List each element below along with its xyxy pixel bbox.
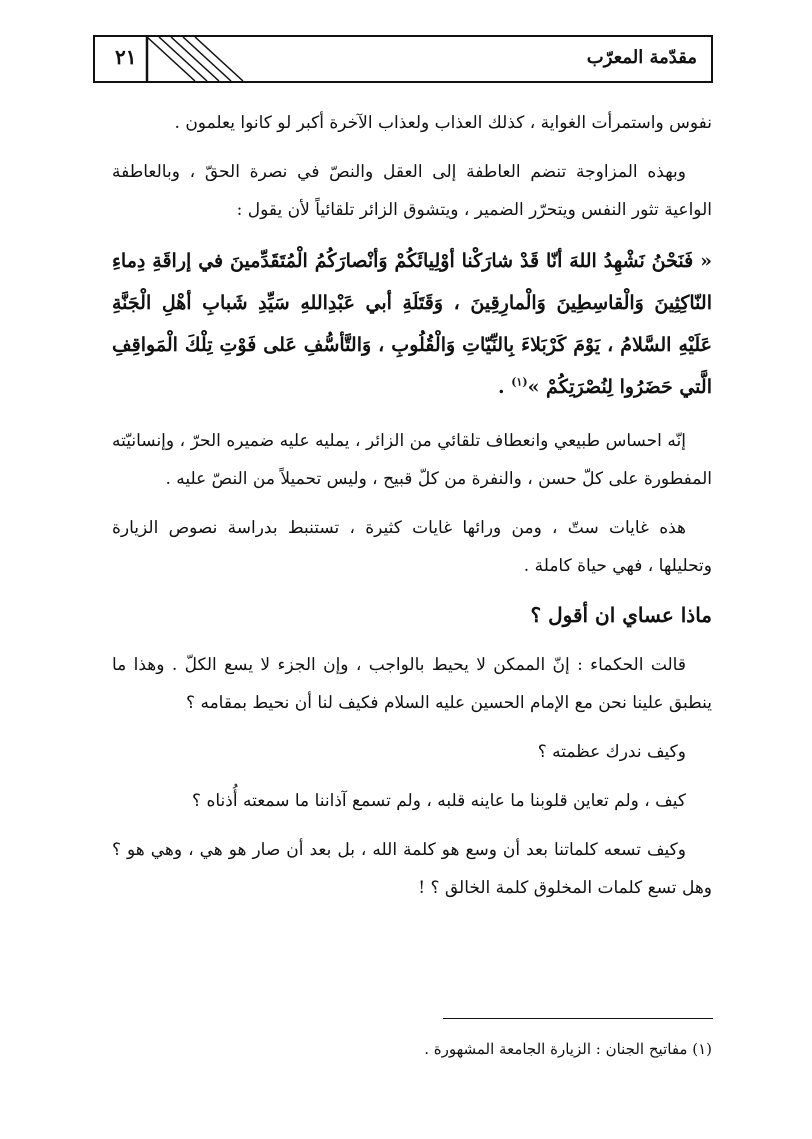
quote-end: . xyxy=(497,376,512,398)
page-body xyxy=(112,104,712,918)
paragraph-6: وكيف ندرك عظمته ؟ xyxy=(537,742,686,762)
section-heading: ماذا عساي ان أقول ؟ xyxy=(530,603,712,627)
footnote-divider xyxy=(443,1018,713,1019)
ziyara-quote xyxy=(112,240,712,408)
footnote-marker: (١) xyxy=(511,375,528,389)
page-number: ٢١ xyxy=(115,45,137,69)
paragraph-2: وبهذه المزاوجة تنضم العاطفة إلى العقل والنصّ في نصرة الحقّ ، وبالعاطفة الواعية تثور النفس ويتحرّر الضمير ، ويتشوق الزائر تلقائياً لأن يقول : xyxy=(112,162,712,220)
paragraph-7: كيف ، ولم تعاين قلوبنا ما عاينه قلبه ، ولم تسمع آذاننا ما سمعته أُذناه ؟ xyxy=(192,791,686,811)
paragraph-1: نفوس واستمرأت الغواية ، كذلك العذاب ولعذاب الآخرة أكبر لو كانوا يعلمون . xyxy=(174,113,712,133)
footnote: (١) مفاتيح الجنان : الزيارة الجامعة المشهورة . xyxy=(424,1040,712,1058)
paragraph-8: وكيف تسعه كلماتنا بعد أن وسع هو كلمة الله ، بل بعد أن صار هو هي ، وهي هو ؟ وهل تسع كلمات المخلوق كلمة الخالق ؟ ! xyxy=(112,840,712,898)
paragraph-4: هذه غايات ستّ ، ومن ورائها غايات كثيرة ، تستنبط بدراسة نصوص الزيارة وتحليلها ، فهي حياة كاملة . xyxy=(112,518,712,576)
running-title: مقدّمة المعرّب xyxy=(586,47,697,68)
page-header xyxy=(93,35,713,83)
paragraph-3: إنّه احساس طبيعي وانعطاف تلقائي من الزائر ، يمليه عليه ضميره الحرّ ، وإنسانيّته المفطورة على كلّ حسن ، والنفرة من كلّ قبيح ، وليس تحميلاً من النصّ عليه . xyxy=(112,431,712,489)
paragraph-5: قالت الحكماء : إنّ الممكن لا يحيط بالواجب ، وإن الجزء لا يسع الكلّ . وهذا ما ينطبق علينا نحن مع الإمام الحسين عليه السلام فكيف لنا أن نحيط بمقامه ؟ xyxy=(112,655,712,713)
quote-text: « فَنَحْنُ نَشْهِدُ اللهَ أنّا قَدْ شارَكْنا أوْلِيائَكُمْ وَأنْصارَكُمُ الْمُتَقَدِّمينَ في إراقَةِ دِماءِ النّاكِثِينَ وَالْقاسِطِينَ وَالْمارِقِينَ ، وَقَتَلَةِ أبي عَبْدِاللهِ سَيِّدِ شَبابِ أهْلِ الْجَنَّةِ عَلَيْهِ السَّلامُ ، يَوْمَ كَرْبَلاءَ بِالنِّيّاتِ وَالْقُلُوبِ ، وَالتَّأسُّفِ عَلى فَوْتِ تِلْكَ الْمَواقِفِ الَّتي حَضَرُوا لِنُصْرَتِكُمْ » xyxy=(112,250,712,398)
